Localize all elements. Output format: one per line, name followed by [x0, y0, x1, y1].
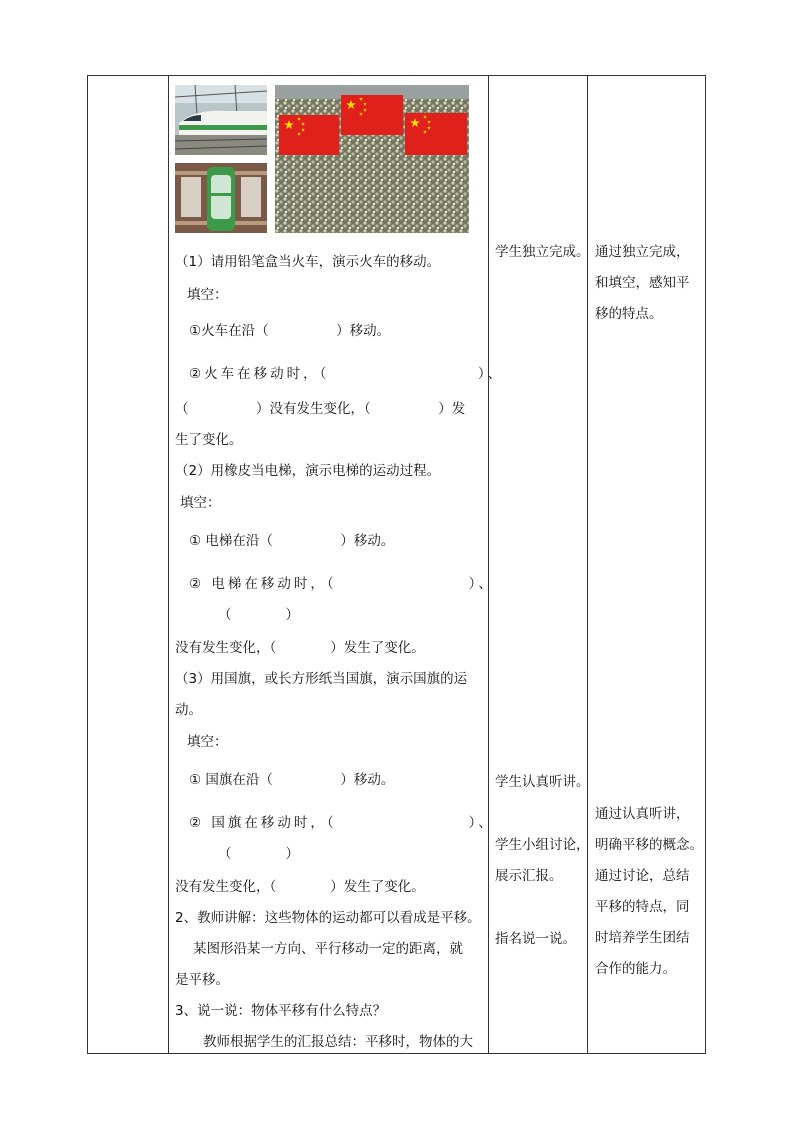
elevator-blank-3: 没有发生变化，（ ）发生了变化。 — [175, 640, 425, 656]
purpose-2-line-5: 时培养学生团结 — [595, 930, 690, 946]
train-blank-2: ②火车在移动时，（ ）、 — [189, 366, 505, 382]
teacher-summary: 教师根据学生的汇报总结：平移时，物体的大 — [203, 1034, 473, 1050]
purpose-2-line-3: 通过讨论，总结 — [595, 868, 690, 884]
student-activity-1: 学生独立完成。 — [495, 244, 590, 260]
student-activity-4: 指名说一说。 — [495, 931, 576, 947]
fill-blank-label: 填空： — [180, 495, 221, 511]
student-activity-3: 学生小组讨论， — [495, 837, 590, 853]
purpose-1-line-1: 通过独立完成， — [595, 244, 690, 260]
purpose-2-line-4: 平移的特点，同 — [595, 899, 690, 915]
purpose-2-line-1: 通过认真听讲， — [595, 806, 690, 822]
train-blank-1: ①火车在沿（ ）移动。 — [189, 323, 391, 339]
purpose-2-line-6: 合作的能力。 — [595, 961, 676, 977]
column-divider — [587, 76, 588, 1053]
task-3-instruction: （3）用国旗，或长方形纸当国旗，演示国旗的运 — [175, 671, 468, 687]
column-divider — [488, 76, 489, 1053]
purpose-1-line-2: 和填空，感知平 — [595, 275, 690, 291]
bullet-train-photo — [175, 85, 267, 155]
train-blank-3-cont: 生了变化。 — [175, 432, 243, 448]
flag-blank-3: 没有发生变化，（ ）发生了变化。 — [175, 879, 425, 895]
purpose-2-line-2: 明确平移的概念。 — [595, 837, 703, 853]
fill-blank-label: 填空： — [187, 734, 228, 750]
flag-blank-2: ② 国旗在移动时，（ ）、 — [189, 815, 495, 831]
task-2-instruction: （2）用橡皮当电梯，演示电梯的运动过程。 — [175, 463, 441, 479]
teacher-explain: 2、教师讲解：这些物体的运动都可以看成是平移。 — [175, 910, 481, 926]
student-activity-2: 学生认真听讲。 — [495, 774, 590, 790]
elevator-photo — [175, 163, 267, 233]
column-divider — [168, 76, 169, 1053]
flag-blank-1: ① 国旗在沿（ ）移动。 — [189, 772, 395, 788]
flag-blank-2-cont: （ ） — [218, 846, 299, 862]
translation-definition: 某图形沿某一方向、平行移动一定的距离，就 — [193, 941, 463, 957]
task-1-instruction: （1）请用铅笔盒当火车，演示火车的移动。 — [175, 254, 441, 270]
elevator-blank-2-cont: （ ） — [218, 607, 299, 623]
task-3-instruction-cont: 动。 — [175, 702, 202, 718]
translation-definition-cont: 是平移。 — [175, 972, 229, 988]
elevator-blank-1: ① 电梯在沿（ ）移动。 — [189, 533, 395, 549]
student-activity-3-cont: 展示汇报。 — [495, 868, 563, 884]
discussion-question: 3、说一说：物体平移有什么特点？ — [175, 1003, 387, 1019]
purpose-1-line-3: 移的特点。 — [595, 306, 663, 322]
elevator-blank-2: ② 电梯在移动时，（ ）、 — [189, 576, 495, 592]
fill-blank-label: 填空： — [187, 287, 228, 303]
crowd-flags-photo — [275, 85, 469, 233]
train-blank-3: （ ）没有发生变化，（ ）发 — [175, 401, 466, 417]
